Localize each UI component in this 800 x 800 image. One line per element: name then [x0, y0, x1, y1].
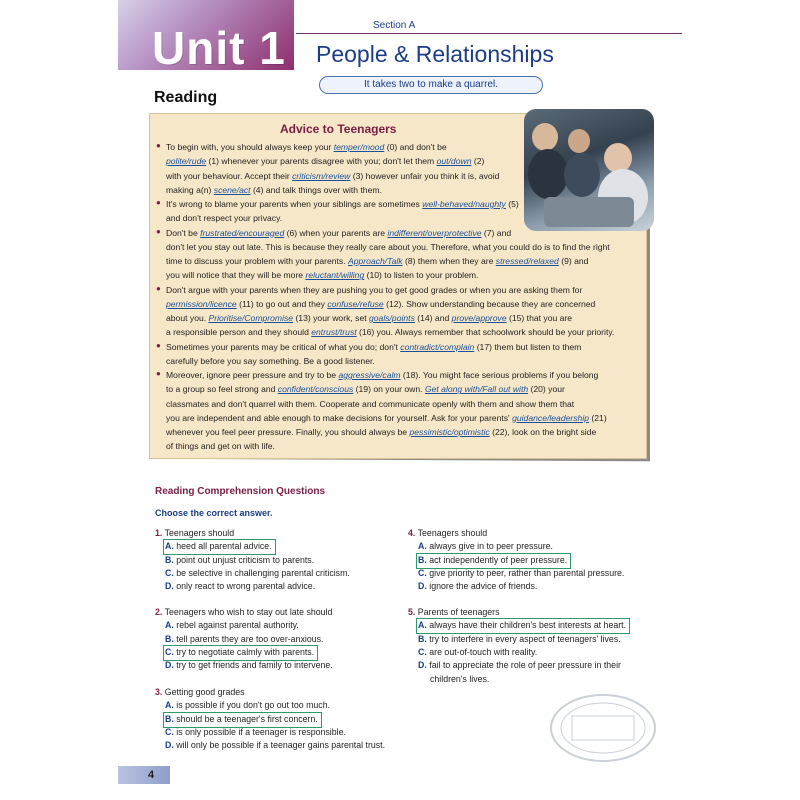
option-letter: B. [165, 713, 174, 724]
option-text: give priority to peer, rather than parental pressure. [429, 567, 625, 578]
passage-text-segment: (18). You might face serious problems if you belong [400, 370, 599, 380]
unit-title: Unit 1 [152, 22, 286, 74]
section-label: Section A [373, 20, 416, 31]
page-number: 4 [148, 769, 155, 781]
word-choice: permission/licence [166, 298, 237, 309]
passage-text-segment: classmates and don't quarrel with them. Cooperate and communicate openly with them and show them that [166, 398, 575, 409]
passage-text-segment: (6) when your parents are [284, 227, 388, 238]
answer-highlight-box [163, 539, 276, 555]
bullet-icon: ● [156, 340, 161, 350]
question-number: 1. [155, 528, 163, 538]
classroom-photo [524, 109, 654, 231]
passage-line [166, 226, 511, 240]
option-letter: D. [165, 740, 174, 751]
option-letter: A. [165, 541, 174, 552]
answer-option[interactable] [418, 646, 537, 659]
word-choice: goals/points [369, 313, 415, 323]
passage-text-segment: (5) [505, 199, 519, 209]
option-text: fail to appreciate the role of peer pressure in their [429, 660, 621, 671]
word-choice: well-behaved/naughty [422, 199, 506, 209]
passage-line [166, 311, 572, 325]
option-text: are out-of-touch with reality. [429, 646, 538, 657]
option-letter: C. [418, 646, 427, 657]
option-text: be selective in challenging parental criticism. [176, 567, 350, 578]
passage-text-segment: (1) whenever your parents disagree with you; don't let them [206, 156, 437, 167]
option-text: tell parents they are too over-anxious. [176, 633, 324, 644]
word-choice: entrust/trust [311, 327, 357, 338]
option-text: always have their children's best interests at heart. [429, 620, 627, 631]
option-letter: D. [165, 660, 174, 671]
questions-heading: Reading Comprehension Questions [155, 486, 326, 497]
word-choice: Approach/Talk [347, 256, 403, 266]
passage-text-segment: (13) your work, set [293, 313, 369, 323]
option-letter: B. [165, 554, 174, 565]
question-number: 2. [155, 607, 163, 617]
passage-line [166, 340, 581, 354]
passage-text-segment: (10) to listen to your problem. [364, 270, 479, 281]
import-stamp-icon [548, 692, 658, 764]
answer-option[interactable] [165, 567, 350, 580]
passage-line [166, 325, 614, 339]
passage-text-segment: (9) and [558, 256, 589, 266]
option-letter: A. [165, 620, 174, 631]
instruction: Choose the correct answer. [155, 508, 273, 518]
answer-option[interactable] [165, 580, 315, 593]
passage-text-segment: of things and get on with life. [166, 441, 275, 452]
answer-option[interactable] [165, 633, 323, 646]
passage-text-segment: (21) [589, 412, 607, 423]
word-choice: temper/mood [333, 142, 385, 152]
answer-option[interactable] [165, 739, 385, 752]
passage-text-segment: (14) and [414, 313, 452, 323]
option-text: will only be possible if a teenager gains parental trust. [176, 740, 386, 751]
passage-text-segment: (22), look on the bright side [489, 427, 597, 437]
passage-line [166, 169, 499, 183]
passage-line [166, 183, 382, 197]
passage-line [166, 240, 610, 254]
passage-title: Advice to Teenagers [280, 122, 397, 136]
passage-text-segment: (20) your [528, 384, 565, 395]
passage-text-segment: about you. [166, 313, 209, 323]
word-choice: contradict/complain [400, 341, 475, 352]
option-text: always give in to peer pressure. [429, 541, 553, 552]
passage-text-segment: (3) however unfair you think it is, avoid [350, 170, 500, 181]
reading-heading: Reading [154, 89, 218, 106]
passage-text-segment: and don't respect your privacy. [166, 213, 283, 224]
answer-option[interactable] [165, 619, 299, 632]
passage-line [166, 211, 282, 225]
question-stem [408, 527, 487, 540]
bullet-icon: ● [156, 198, 161, 207]
bullet-icon: ● [156, 226, 161, 236]
answer-option[interactable] [165, 699, 330, 712]
option-text: point out unjust criticism to parents. [176, 554, 315, 565]
answer-option[interactable] [418, 580, 537, 593]
option-letter: C. [165, 646, 174, 657]
option-text: heed all parental advice. [176, 541, 272, 552]
passage-text-segment: (8) them when they are [402, 256, 496, 266]
option-letter: A. [418, 620, 427, 631]
option-letter: A. [418, 541, 427, 552]
passage-text-segment: time to discuss your problem with your parents. [166, 256, 348, 266]
proverb-banner: It takes two to make a quarrel. [319, 76, 543, 94]
passage-text-segment: to a group so feel strong and [166, 384, 278, 395]
word-choice: frustrated/encouraged [200, 227, 285, 238]
passage-line [166, 254, 588, 268]
option-letter: B. [418, 554, 427, 565]
word-choice: aggressive/calm [338, 370, 401, 380]
passage-text-segment: To begin with, you should always keep your [166, 142, 334, 152]
word-choice: scene/act [213, 184, 251, 195]
passage-text-segment: with your behaviour. Accept their [166, 170, 293, 181]
passage-line [166, 382, 565, 396]
passage-line [166, 425, 596, 439]
option-text: rebel against parental authority. [176, 620, 299, 631]
bullet-icon: ● [156, 369, 161, 378]
word-choice: Get along with/Fall out with [424, 384, 529, 395]
passage-text-segment: don't let you stay out late. This is because they really care about you. Therefore, what you could do is to find the right [166, 241, 610, 252]
passage-text-segment: carefully before you say something. Be a good listener. [166, 355, 375, 366]
option-text: try to negotiate calmly with parents. [176, 646, 315, 657]
topic-title: People & Relationships [316, 41, 554, 67]
passage-line [166, 283, 582, 297]
option-text: act independently of peer pressure. [429, 554, 568, 565]
option-letter: D. [165, 581, 174, 592]
word-choice: criticism/review [292, 170, 351, 181]
passage-text-segment: (17) them but listen to them [474, 341, 582, 352]
question-number: 4. [408, 528, 416, 538]
word-choice: out/down [436, 156, 472, 167]
passage-line [166, 154, 484, 168]
option-text: only react to wrong parental advice. [176, 581, 316, 592]
passage-text-segment: (19) on your own. [353, 384, 425, 395]
passage-text-segment: (4) and talk things over with them. [250, 184, 382, 195]
word-choice: prove/approve [451, 313, 507, 323]
passage-line [166, 411, 607, 425]
passage-text-segment: you are independent and able enough to make decisions for yourself. Ask for your parents' [166, 412, 513, 423]
question-text: Getting good grades [164, 687, 245, 697]
passage-text-segment: whenever you feel peer pressure. Finally, you should always be [166, 427, 410, 437]
answer-highlight-box [416, 553, 571, 569]
option-letter: C. [418, 567, 427, 578]
option-text: try to get friends and family to intervene. [176, 660, 333, 671]
passage-text-segment: (15) that you are [506, 313, 573, 323]
passage-line [166, 297, 595, 311]
passage-line [166, 354, 375, 368]
section-rule [296, 33, 682, 34]
word-choice: stressed/relaxed [495, 256, 559, 266]
word-choice: indifferent/overprotective [387, 227, 482, 238]
word-choice: reluctant/willing [305, 270, 365, 281]
answer-option[interactable] [418, 633, 621, 646]
passage-text-segment: It's wrong to blame your parents when your siblings are sometimes [166, 199, 423, 209]
passage-line [166, 268, 478, 282]
question-stem [155, 606, 332, 619]
passage-line [166, 140, 447, 154]
word-choice: confuse/refuse [327, 298, 384, 309]
answer-highlight-box [163, 645, 318, 661]
passage-line [166, 197, 519, 211]
option-letter: B. [165, 633, 174, 644]
passage-text-segment: a responsible person and they should [166, 327, 312, 338]
option-letter: C. [165, 726, 174, 737]
bullet-icon: ● [156, 141, 161, 150]
question-number: 3. [155, 687, 163, 697]
question-text: Teenagers who wish to stay out late should [164, 607, 333, 617]
word-choice: guidance/leadership [512, 412, 590, 423]
option-letter: D. [418, 660, 427, 671]
passage-text-segment: making a(n) [166, 184, 214, 195]
passage-line [166, 368, 598, 382]
passage-line [166, 439, 275, 453]
bullet-icon: ● [156, 283, 161, 293]
option-text: try to interfere in every aspect of teenagers' lives. [429, 633, 621, 644]
answer-option[interactable] [418, 540, 553, 553]
answer-option[interactable] [418, 659, 621, 672]
passage-text-segment: Don't argue with your parents when they are pushing you to get good grades or when you are asking them for [166, 284, 583, 295]
option-text: is only possible if a teenager is responsible. [176, 726, 346, 737]
answer-highlight-box [416, 618, 630, 634]
word-choice: pessimistic/optimistic [409, 427, 490, 437]
passage-text-segment: (16) you. Always remember that schoolwork should be your priority. [356, 327, 615, 338]
passage-text-segment: (7) and [481, 227, 512, 238]
option-letter: C. [165, 567, 174, 578]
passage-text-segment: (0) and don't be [384, 142, 447, 152]
passage-text-segment: (12). Show understanding because they are concerned [383, 298, 596, 309]
option-text: ignore the advice of friends. [429, 581, 538, 592]
question-stem [155, 686, 245, 699]
question-text: Parents of teenagers [417, 607, 500, 617]
passage-text-segment: (11) to go out and they [236, 298, 328, 309]
option-letter: B. [418, 633, 427, 644]
answer-highlight-box [163, 712, 322, 728]
option-letter: A. [165, 700, 174, 711]
option-text: should be a teenager's first concern. [176, 713, 318, 724]
passage-text-segment: Sometimes your parents may be critical of what you do; don't [166, 341, 401, 352]
word-choice: Prioritise/Compromise [208, 313, 294, 323]
passage-text-segment: Don't be [166, 227, 201, 238]
option-text-continuation: children's lives. [430, 673, 490, 684]
option-letter: D. [418, 581, 427, 592]
passage-text-segment: Moreover, ignore peer pressure and try to be [166, 370, 339, 380]
question-text: Teenagers should [164, 528, 235, 538]
option-text: is possible if you don't go out too much. [176, 700, 331, 711]
passage-text-segment: you will notice that they will be more [166, 270, 306, 281]
answer-option[interactable] [165, 659, 333, 672]
question-number: 5. [408, 607, 416, 617]
word-choice: polite/rude [166, 156, 207, 167]
passage-line [166, 397, 574, 411]
word-choice: confident/conscious [277, 384, 354, 395]
passage-text-segment: (2) [471, 156, 485, 167]
question-text: Teenagers should [417, 528, 488, 538]
page-tab [118, 766, 170, 784]
answer-option[interactable] [165, 554, 314, 567]
